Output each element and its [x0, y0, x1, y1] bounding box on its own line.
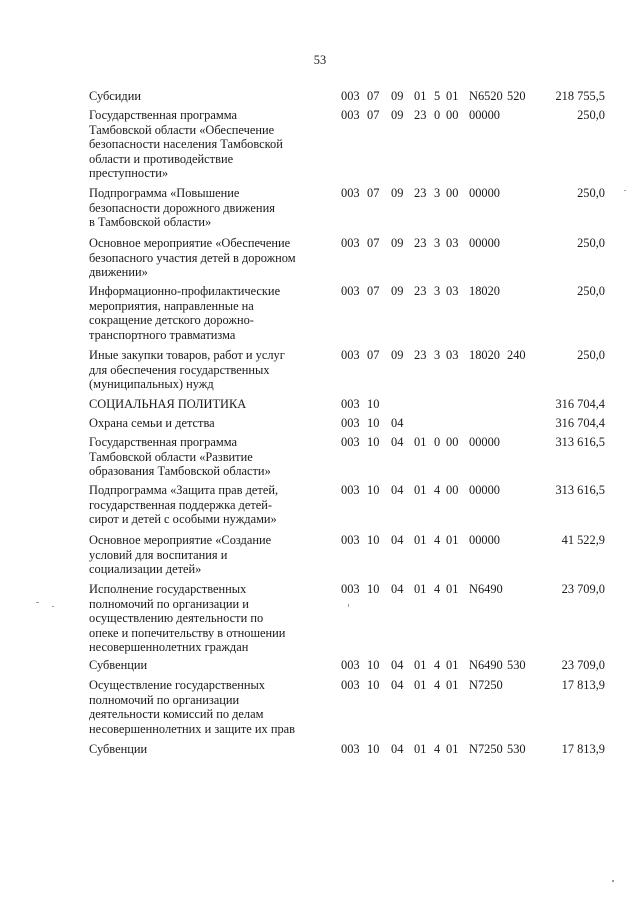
direction-code-cell: 00000 — [469, 483, 500, 497]
subsection-code-cell: 04 — [391, 483, 404, 497]
item-name-cell: Государственная программа Тамбовской области «Развитие образования Тамбовской области» — [89, 435, 271, 479]
item-name-cell: Основное мероприятие «Создание условий для воспитания и социализации детей» — [89, 533, 272, 577]
section-code-cell: 10 — [367, 435, 380, 449]
program-code-cell: 23 — [414, 284, 427, 298]
subprogram-code-cell: 3 — [434, 186, 441, 200]
item-name-cell: Государственная программа Тамбовской области «Обеспечение безопасности населения Тамбовской области и противодействие преступности» — [89, 108, 283, 181]
amount-cell: 316 704,4 — [555, 397, 605, 411]
main-event-code-cell: 01 — [446, 678, 459, 692]
subprogram-code-cell: 4 — [434, 742, 441, 756]
scan-speck — [348, 604, 349, 607]
main-event-code-cell: 03 — [446, 284, 459, 298]
main-event-code-cell: 00 — [446, 186, 459, 200]
program-code-cell: 01 — [414, 742, 427, 756]
program-code-cell: 23 — [414, 236, 427, 250]
item-name-cell: СОЦИАЛЬНАЯ ПОЛИТИКА — [89, 397, 247, 411]
program-code-cell: 01 — [414, 582, 427, 596]
subsection-code-cell: 04 — [391, 533, 404, 547]
subsection-code-cell: 09 — [391, 186, 404, 200]
subsection-code-cell: 09 — [391, 284, 404, 298]
direction-code-cell: 00000 — [469, 533, 500, 547]
subprogram-code-cell: 4 — [434, 658, 441, 672]
item-name-cell: Субвенции — [89, 742, 148, 756]
item-name-cell: Осуществление государственных полномочий по организации деятельности комиссий по делам несовершеннолетних и защите их прав — [89, 678, 296, 736]
subsection-code-cell: 09 — [391, 108, 404, 122]
admin-code-cell: 003 — [341, 284, 360, 298]
subprogram-code-cell: 0 — [434, 435, 441, 449]
subsection-code-cell: 04 — [391, 435, 404, 449]
section-code-cell: 10 — [367, 416, 380, 430]
scan-speck — [624, 190, 626, 191]
main-event-code-cell: 00 — [446, 435, 459, 449]
scan-speck — [612, 880, 614, 882]
amount-cell: 250,0 — [577, 108, 605, 122]
amount-cell: 218 755,5 — [555, 89, 605, 103]
section-code-cell: 07 — [367, 348, 380, 362]
direction-code-cell: 00000 — [469, 186, 500, 200]
section-code-cell: 10 — [367, 658, 380, 672]
subprogram-code-cell: 3 — [434, 284, 441, 298]
item-name-cell: Информационно-профилактические мероприятия, направленные на сокращение детского дорожно- транспортного травматизма — [89, 284, 281, 342]
admin-code-cell: 003 — [341, 348, 360, 362]
admin-code-cell: 003 — [341, 89, 360, 103]
item-name-cell: Подпрограмма «Защита прав детей, государственная поддержка детей- сирот и детей с особыми нуждами» — [89, 483, 279, 527]
amount-cell: 17 813,9 — [561, 742, 605, 756]
main-event-code-cell: 01 — [446, 89, 459, 103]
program-code-cell: 01 — [414, 435, 427, 449]
subprogram-code-cell: 4 — [434, 678, 441, 692]
program-code-cell: 01 — [414, 483, 427, 497]
admin-code-cell: 003 — [341, 658, 360, 672]
admin-code-cell: 003 — [341, 678, 360, 692]
admin-code-cell: 003 — [341, 186, 360, 200]
section-code-cell: 07 — [367, 89, 380, 103]
main-event-code-cell: 01 — [446, 533, 459, 547]
direction-code-cell: N7250 — [469, 678, 503, 692]
section-code-cell: 10 — [367, 582, 380, 596]
item-name-cell: Основное мероприятие «Обеспечение безопасного участия детей в дорожном движении» — [89, 236, 296, 280]
direction-code-cell: 00000 — [469, 108, 500, 122]
section-code-cell: 10 — [367, 678, 380, 692]
admin-code-cell: 003 — [341, 397, 360, 411]
direction-code-cell: N6520 — [469, 89, 503, 103]
subprogram-code-cell: 3 — [434, 348, 441, 362]
direction-code-cell: 00000 — [469, 236, 500, 250]
subsection-code-cell: 09 — [391, 236, 404, 250]
amount-cell: 250,0 — [577, 186, 605, 200]
subsection-code-cell: 04 — [391, 582, 404, 596]
main-event-code-cell: 01 — [446, 658, 459, 672]
section-code-cell: 07 — [367, 108, 380, 122]
admin-code-cell: 003 — [341, 483, 360, 497]
admin-code-cell: 003 — [341, 582, 360, 596]
direction-code-cell: 00000 — [469, 435, 500, 449]
main-event-code-cell: 00 — [446, 108, 459, 122]
main-event-code-cell: 03 — [446, 348, 459, 362]
scan-speck — [36, 602, 39, 603]
admin-code-cell: 003 — [341, 236, 360, 250]
program-code-cell: 23 — [414, 186, 427, 200]
section-code-cell: 10 — [367, 742, 380, 756]
page-number: 53 — [313, 53, 327, 67]
direction-code-cell: 18020 — [469, 348, 500, 362]
amount-cell: 316 704,4 — [555, 416, 605, 430]
amount-cell: 313 616,5 — [555, 483, 605, 497]
subprogram-code-cell: 4 — [434, 483, 441, 497]
program-code-cell: 01 — [414, 89, 427, 103]
subsection-code-cell: 04 — [391, 742, 404, 756]
item-name-cell: Исполнение государственных полномочий по организации и осуществлению деятельности по опеке и попечительству в отношении несовершеннолетних граждан — [89, 582, 286, 655]
subsection-code-cell: 09 — [391, 89, 404, 103]
amount-cell: 250,0 — [577, 284, 605, 298]
program-code-cell: 01 — [414, 658, 427, 672]
program-code-cell: 01 — [414, 678, 427, 692]
main-event-code-cell: 03 — [446, 236, 459, 250]
subprogram-code-cell: 4 — [434, 533, 441, 547]
section-code-cell: 07 — [367, 284, 380, 298]
main-event-code-cell: 00 — [446, 483, 459, 497]
subsection-code-cell: 04 — [391, 678, 404, 692]
amount-cell: 41 522,9 — [561, 533, 605, 547]
subprogram-code-cell: 4 — [434, 582, 441, 596]
main-event-code-cell: 01 — [446, 582, 459, 596]
subsection-code-cell: 04 — [391, 416, 404, 430]
subprogram-code-cell: 0 — [434, 108, 441, 122]
section-code-cell: 07 — [367, 236, 380, 250]
amount-cell: 313 616,5 — [555, 435, 605, 449]
expense-type-cell: 530 — [507, 742, 526, 756]
item-name-cell: Охрана семьи и детства — [89, 416, 215, 430]
expense-type-cell: 530 — [507, 658, 526, 672]
subprogram-code-cell: 3 — [434, 236, 441, 250]
amount-cell: 250,0 — [577, 236, 605, 250]
subsection-code-cell: 04 — [391, 658, 404, 672]
direction-code-cell: N6490 — [469, 582, 503, 596]
amount-cell: 23 709,0 — [561, 582, 605, 596]
section-code-cell: 10 — [367, 483, 380, 497]
program-code-cell: 01 — [414, 533, 427, 547]
admin-code-cell: 003 — [341, 416, 360, 430]
item-name-cell: Иные закупки товаров, работ и услуг для обеспечения государственных (муниципальных) нужд — [89, 348, 285, 392]
direction-code-cell: N7250 — [469, 742, 503, 756]
amount-cell: 250,0 — [577, 348, 605, 362]
item-name-cell: Подпрограмма «Повышение безопасности дорожного движения в Тамбовской области» — [89, 186, 275, 230]
section-code-cell: 07 — [367, 186, 380, 200]
admin-code-cell: 003 — [341, 533, 360, 547]
program-code-cell: 23 — [414, 348, 427, 362]
item-name-cell: Субсидии — [89, 89, 141, 103]
section-code-cell: 10 — [367, 533, 380, 547]
admin-code-cell: 003 — [341, 435, 360, 449]
amount-cell: 17 813,9 — [561, 678, 605, 692]
item-name-cell: Субвенции — [89, 658, 148, 672]
expense-type-cell: 240 — [507, 348, 526, 362]
direction-code-cell: 18020 — [469, 284, 500, 298]
expense-type-cell: 520 — [507, 89, 526, 103]
scan-speck — [52, 606, 54, 607]
program-code-cell: 23 — [414, 108, 427, 122]
subsection-code-cell: 09 — [391, 348, 404, 362]
main-event-code-cell: 01 — [446, 742, 459, 756]
section-code-cell: 10 — [367, 397, 380, 411]
subprogram-code-cell: 5 — [434, 89, 441, 103]
amount-cell: 23 709,0 — [561, 658, 605, 672]
admin-code-cell: 003 — [341, 108, 360, 122]
admin-code-cell: 003 — [341, 742, 360, 756]
direction-code-cell: N6490 — [469, 658, 503, 672]
